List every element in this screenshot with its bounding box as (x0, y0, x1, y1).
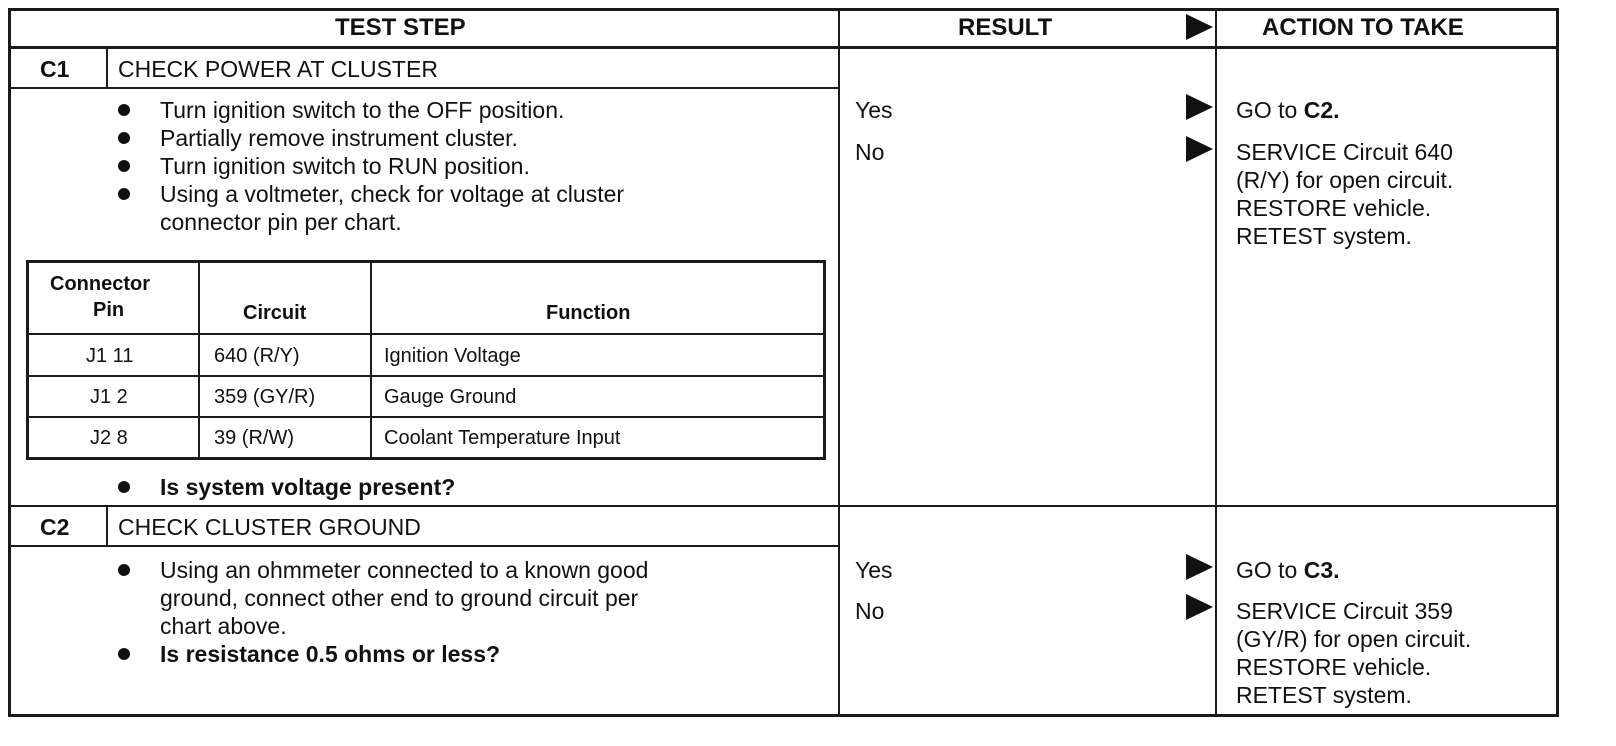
c1-action-yes-target: C2. (1303, 97, 1340, 123)
c2-result-yes: Yes (855, 557, 893, 583)
c1-result-no: No (855, 139, 885, 165)
c1-action-no-3: RESTORE vehicle. (1236, 195, 1432, 221)
table-right (823, 260, 826, 460)
c1-label-divider (106, 48, 108, 88)
c2-bullet-1: Using an ohmmeter connected to a known good (160, 557, 649, 583)
c2-question: Is resistance 0.5 ohms or less? (160, 641, 501, 667)
table-row-3-pin: J2 8 (90, 427, 128, 449)
table-row2-bottom (26, 416, 826, 418)
step-c2-title: CHECK CLUSTER GROUND (118, 514, 421, 540)
table-row-2-circuit: 359 (GY/R) (214, 386, 316, 408)
frame-top (8, 8, 1559, 11)
right-triangle-icon (1186, 14, 1213, 40)
c2-bullet-1-cont-2: chart above. (160, 613, 287, 639)
c2-action-yes-prefix: GO to (1236, 557, 1304, 583)
table-header-pin-1: Connector (50, 273, 150, 295)
table-header-circuit: Circuit (243, 302, 307, 324)
right-triangle-icon (1186, 594, 1213, 620)
header-divider (8, 46, 1559, 49)
bullet-icon (118, 188, 130, 200)
table-row-3-function: Coolant Temperature Input (384, 427, 621, 449)
step-c2-label: C2 (40, 514, 70, 540)
right-triangle-icon (1186, 136, 1213, 162)
table-row1-bottom (26, 375, 826, 377)
c1-bullet-3: Turn ignition switch to RUN position. (160, 153, 530, 179)
c1-bullet-4-cont: connector pin per chart. (160, 209, 402, 235)
header-result: RESULT (958, 14, 1053, 41)
c2-result-no: No (855, 598, 885, 624)
c2-top-divider-right (838, 505, 1559, 507)
bullet-icon (118, 481, 130, 493)
c1-bullet-2: Partially remove instrument cluster. (160, 125, 518, 151)
table-top (26, 260, 826, 263)
c2-action-yes (1236, 556, 1340, 584)
table-bottom (26, 457, 826, 460)
c2-top-divider (8, 505, 840, 507)
header-action: ACTION TO TAKE (1262, 14, 1464, 41)
c1-bullet-4: Using a voltmeter, check for voltage at cluster (160, 181, 625, 207)
step-c1-label: C1 (40, 56, 70, 82)
c1-question: Is system voltage present? (160, 474, 456, 500)
c1-action-no-4: RETEST system. (1236, 223, 1412, 249)
table-row-1-function: Ignition Voltage (384, 345, 521, 367)
bullet-icon (118, 104, 130, 116)
c2-action-no-2: (GY/R) for open circuit. (1236, 626, 1472, 652)
c2-label-divider (106, 506, 108, 546)
bullet-icon (118, 160, 130, 172)
table-header-bottom (26, 333, 826, 335)
table-row-1-pin: J1 11 (86, 345, 134, 367)
c1-bullet-1: Turn ignition switch to the OFF position. (160, 97, 565, 123)
right-triangle-icon (1186, 94, 1213, 120)
c2-action-no-1: SERVICE Circuit 359 (1236, 598, 1453, 624)
c2-action-no-4: RETEST system. (1236, 682, 1412, 708)
c1-action-no-1: SERVICE Circuit 640 (1236, 139, 1453, 165)
right-triangle-icon (1186, 554, 1213, 580)
c1-title-bottom (8, 87, 840, 89)
bullet-icon (118, 648, 130, 660)
table-row-2-pin: J1 2 (90, 386, 128, 408)
c2-title-bottom (8, 545, 840, 547)
c2-action-yes-target: C3. (1303, 557, 1340, 583)
table-row-1-circuit: 640 (R/Y) (214, 345, 300, 367)
step-c1-title: CHECK POWER AT CLUSTER (118, 56, 438, 82)
c2-bullet-1-cont-1: ground, connect other end to ground circuit per (160, 585, 639, 611)
frame-left (8, 8, 11, 717)
c1-action-no-2: (R/Y) for open circuit. (1236, 167, 1454, 193)
table-row-3-circuit: 39 (R/W) (214, 427, 294, 449)
frame-bottom (8, 714, 1559, 717)
frame-right (1556, 8, 1559, 717)
header-test-step: TEST STEP (335, 14, 466, 41)
table-col1 (198, 260, 200, 460)
c1-action-yes (1236, 96, 1340, 124)
table-row-2-function: Gauge Ground (384, 386, 517, 408)
table-header-function: Function (546, 302, 631, 324)
c1-result-yes: Yes (855, 97, 893, 123)
bullet-icon (118, 132, 130, 144)
bullet-icon (118, 564, 130, 576)
table-header-pin-2: Pin (93, 299, 125, 321)
table-left (26, 260, 29, 460)
col-divider-result (838, 8, 840, 717)
c1-action-yes-prefix: GO to (1236, 97, 1304, 123)
table-col2 (370, 260, 372, 460)
col-divider-action (1215, 8, 1217, 717)
c2-action-no-3: RESTORE vehicle. (1236, 654, 1432, 680)
